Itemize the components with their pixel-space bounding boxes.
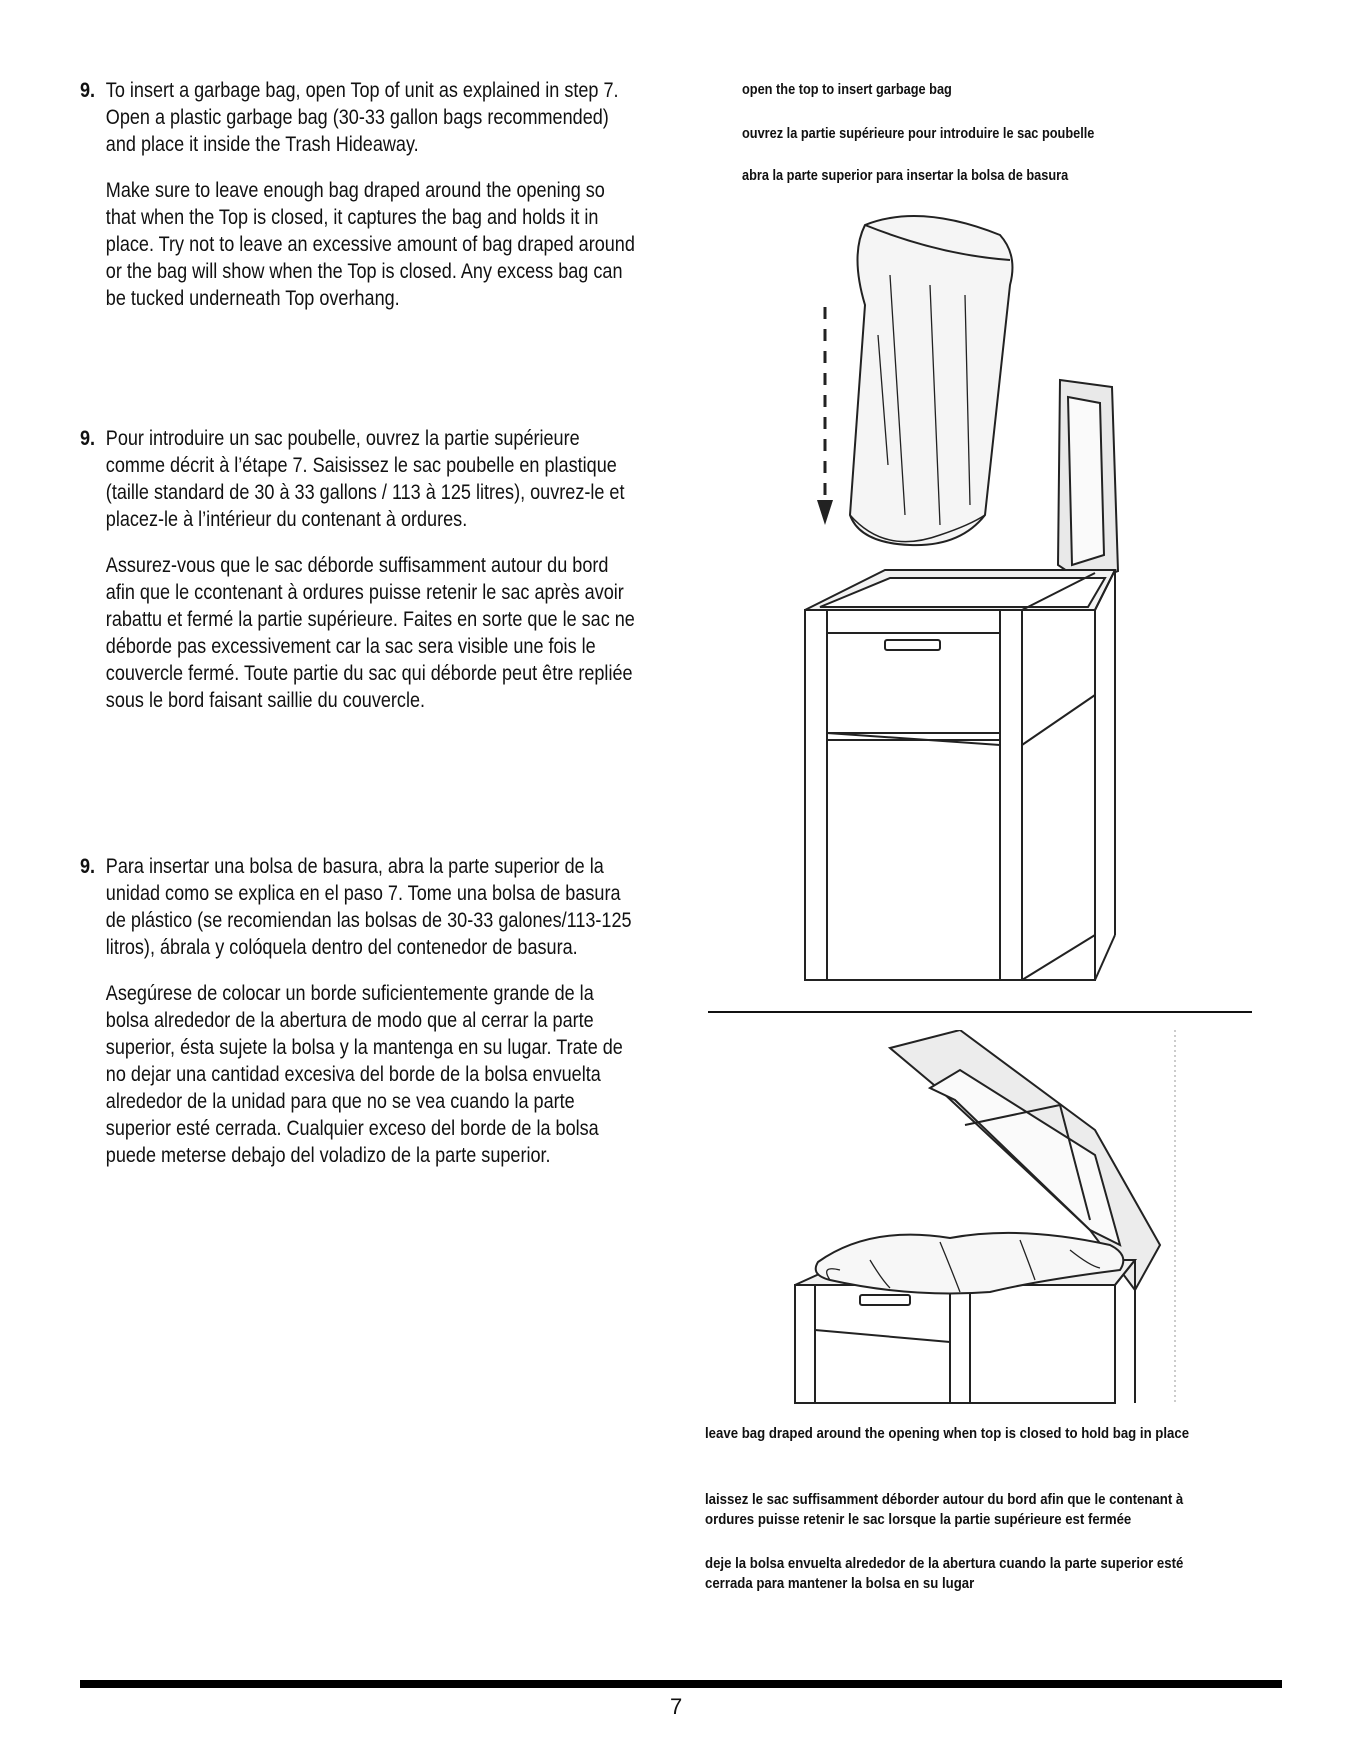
step-paragraph-2: Assurez-vous que le sac déborde suffisamment autour du bord afin que le ccontenant à ordures puisse retenir le sac après avoir rabattu et fermé la partie supérieure. Faites en sorte que le sac ne déborde pas excessivement car la sac sera visible une fois le couvercle fermé. Toute partie du sac qui déborde peut être repliée sous le bord faisant saillie du couvercle. (105, 554, 635, 712)
figure-bottom-caption-fr: laissez le sac suffisamment déborder autour du bord afin que le contenant à ordures puisse retenir le sac lorsque la partie supérieure est fermée (705, 1491, 1184, 1528)
figure-bottom-caption-en: leave bag draped around the opening when top is closed to hold bag in place (705, 1425, 1190, 1442)
arrow-head-icon (817, 500, 833, 525)
step-9-spanish (80, 853, 632, 1188)
figure-bottom-caption-es: deje la bolsa envuelta alrededor de la abertura cuando la parte superior esté cerrada para mantener la bolsa en su lugar (705, 1555, 1184, 1592)
figure-top-caption-en: open the top to insert garbage bag (742, 82, 952, 98)
step-number: 9. (80, 855, 96, 878)
step-paragraph-2: Asegúrese de colocar un borde suficientemente grande de la bolsa alrededor de la abertura de modo que al cerrar la parte superior, ésta sujete la bolsa y la mantenga en su lugar. Trate de no dejar una cantidad excesiva del borde de la bolsa envuelta alrededor de la unidad para que no se vea cuando la parte superior esté cerrada. Cualquier exceso del borde de la bolsa puede meterse debajo del voladizo de la parte superior. (105, 982, 623, 1167)
step-number: 9. (80, 79, 96, 102)
step-paragraph-1: To insert a garbage bag, open Top of unit as explained in step 7. Open a plastic garbage bag (30-33 gallon bags recommended) and place it inside the Trash Hideaway. (105, 79, 619, 156)
figure-top-caption-es: abra la parte superior para insertar la bolsa de basura (742, 168, 1069, 184)
figure-divider (708, 1011, 1252, 1013)
step-number: 9. (80, 427, 96, 450)
step-9-french (80, 425, 635, 733)
insert-bag-illustration (790, 215, 1180, 995)
step-paragraph-1: Para insertar una bolsa de basura, abra la parte superior de la unidad como se explica en el paso 7. Tome una bolsa de basura de plástico (se recomiendan las bolsas de 30-33 galones/113-125 litros), ábrala y colóquela dentro del contenedor de basura. (105, 855, 632, 959)
bag-draped-illustration (790, 1030, 1190, 1410)
step-9-english (80, 77, 635, 331)
step-paragraph-2: Make sure to leave enough bag draped around the opening so that when the Top is closed, it captures the bag and holds it in place. Try not to leave an excessive amount of bag draped around or the bag will show when the Top is closed. Any excess bag can be tucked underneath Top overhang. (105, 179, 635, 310)
figure-top-caption-fr: ouvrez la partie supérieure pour introduire le sac poubelle (742, 126, 1095, 142)
step-paragraph-1: Pour introduire un sac poubelle, ouvrez la partie supérieure comme décrit à l’étape 7. Saisissez le sac poubelle en plastique (taille standard de 30 à 33 gallons / 113 à 125 litres), ouvrez-le et placez-le à l’intérieur du contenant à ordures. (105, 427, 625, 531)
page-number: 7 (670, 1694, 683, 1719)
footer-rule (80, 1680, 1282, 1688)
